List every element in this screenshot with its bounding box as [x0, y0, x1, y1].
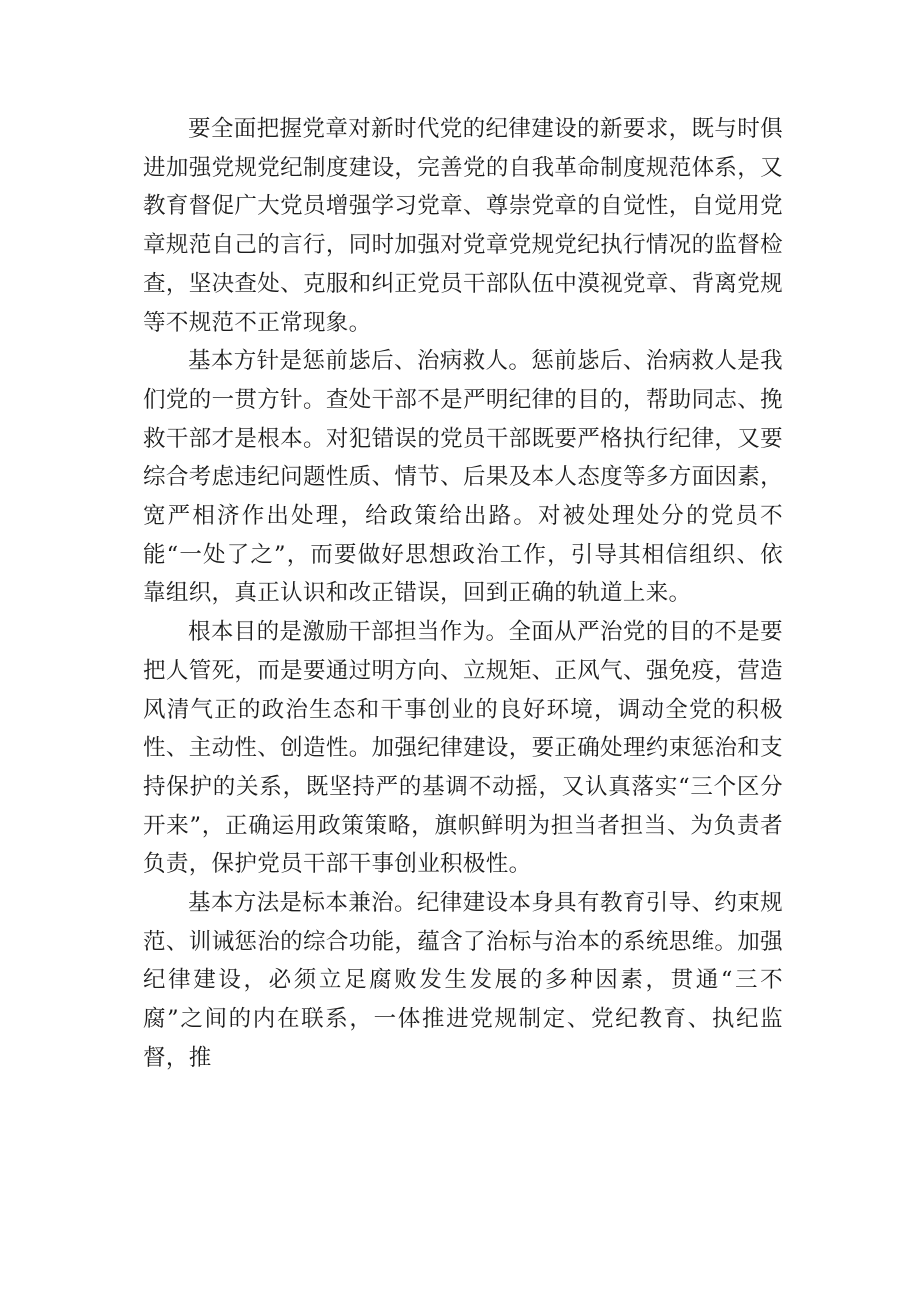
paragraph-2: 基本方针是惩前毖后、治病救人。惩前毖后、治病救人是我们党的一贯方针。查处干部不是严明纪律的目的，帮助同志、挽救干部才是根本。对犯错误的党员干部既要严格执行纪律，又要综合考虑违纪问题性质、情节、后果及本人态度等多方面因素，宽严相济作出处理，给政策给出路。对被处理处分的党员不能“一处了之”，而要做好思想政治工作，引导其相信组织、依靠组织，真正认识和改正错误，回到正确的轨道上来。: [143, 348, 783, 607]
document-body: [143, 110, 783, 1078]
paragraph-3: 根本目的是激励干部担当作为。全面从严治党的目的不是要把人管死，而是要通过明方向、立规矩、正风气、强免疫，营造风清气正的政治生态和干事创业的良好环境，调动全党的积极性、主动性、创造性。加强纪律建设，要正确处理约束惩治和支持保护的关系，既坚持严的基调不动摇，又认真落实“三个区分开来”，正确运用政策策略，旗帜鲜明为担当者担当、为负责者负责，保护党员干部干事创业积极性。: [143, 619, 783, 878]
paragraph-4: 基本方法是标本兼治。纪律建设本身具有教育引导、约束规范、训诫惩治的综合功能，蕴含了治标与治本的系统思维。加强纪律建设，必须立足腐败发生发展的多种因素，贯通“三不腐”之间的内在联系，一体推进党规制定、党纪教育、执纪监督，推: [143, 890, 783, 1071]
paragraph-1: 要全面把握党章对新时代党的纪律建设的新要求，既与时俱进加强党规党纪制度建设，完善党的自我革命制度规范体系，又教育督促广大党员增强学习党章、尊崇党章的自觉性，自觉用党章规范自己的言行，同时加强对党章党规党纪执行情况的监督检查，坚决查处、克服和纠正党员干部队伍中漠视党章、背离党规等不规范不正常现象。: [143, 116, 783, 336]
